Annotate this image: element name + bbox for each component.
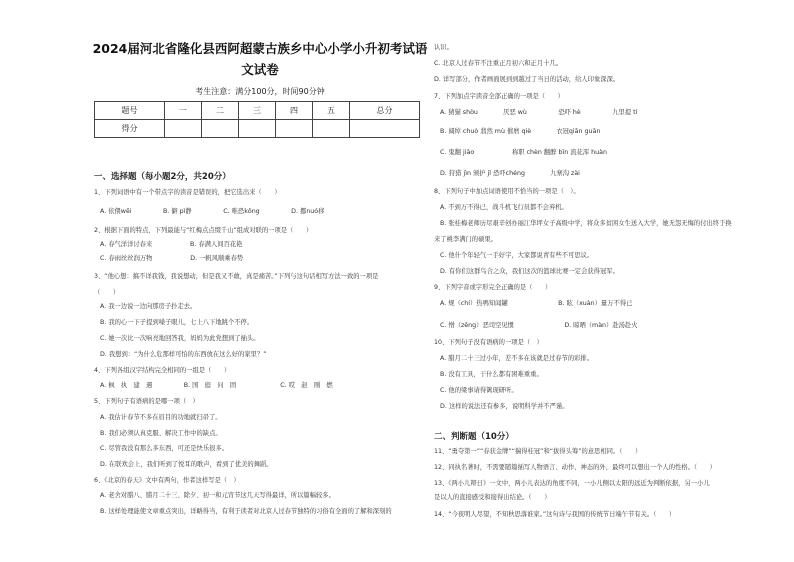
option-line: A. 规（chí）热鸭知闻罐 B. 眩（xuàn）量万不得已 [440,300,633,307]
option-line: C. 憎（zēng）恶司空见惯 D. 晾晒（màn）赴汤赴火 [440,322,638,329]
score-cell-header: 二 [201,102,238,120]
option-line: A. 春气洋洋讨春来 B. 春满人间百花艳 [100,241,243,248]
option-line: A. 腊月二十三过小年，差不多在该就是过春节的彩排。 [440,355,594,362]
option-line: C. 他的梁事请得篱现研听。 [440,387,518,394]
score-cell-header: 一 [164,102,201,120]
option-line: D. 狩猎 jìn 颁护 jǐ 恐吓chéng 九寨沟 zài [440,170,580,177]
title-line-1: 2024届河北省隆化县西阿超蒙古族乡中心小学小升初考试语 [92,41,428,56]
score-cell-header: 总分 [350,102,420,120]
judge-line: 12、同执名著时，不需要随篇插写人物语言、动作、神态的外，最终可以想出一个人的性格。（ ） [434,464,716,471]
question-line: （ ） [94,289,120,296]
option-line: B. 张桂梅老师历尽艰辛创办丽江华坪女子高级中学，将众多贫困女生送入大学，她无怨无悔的付出终于换 [440,220,732,227]
option-line: C. 他什个年轻气一手好字，大家都说青有些不可思议。 [440,252,594,259]
option-line: A. 我估计春节不多在眉目的功地就扫帚了。 [100,414,222,421]
option-line: D. 这样的说法还有参多，说明科学并不严谨。 [440,403,569,410]
score-cell-blank[interactable] [201,120,238,138]
option-line: D. 在联欢会上，我们听到了悦耳的歌声，看到了优美的舞蹈。 [100,461,273,468]
score-cell-blank[interactable] [275,120,312,138]
question-line: 10、下列句子没有语病的一项是（ ） [434,339,543,346]
score-cell-header: 五 [312,102,349,120]
option-line: B. 阔绰 chuò 翡然 mù 催磨 qiè 衣冠qiān guān [440,128,601,135]
score-cell-blank[interactable] [164,120,201,138]
question-line: 认识。 [434,44,453,51]
option-line: D. 有你们这群鸟合之众，我们这次的篮球比赛一定会获得冠军。 [440,268,619,275]
title-line-2: 文试卷 [241,62,279,77]
score-cell-blank[interactable] [238,120,275,138]
option-line: B. 没有工具，干什么都有困难重重。 [440,371,543,378]
score-cell-header: 三 [238,102,275,120]
option-line: C. 她一次比一次响亮地回答我，妈妈为此党想到了插头。 [100,335,260,342]
question-line: 3、“他心想：搞不详我钱，我说想动，但是我又不敢，真是痛苦。”下列与这句话相写方法一致的一项是 [94,273,379,280]
section-choice-heading: 一、选择题（每小题2分，共20分） [94,172,231,182]
option-line: A. 猜猫 shòu 厌恶 wù 恐吓 hè 九里提 tí [440,109,638,116]
judge-line: 14、“今夜明人尽望，不知秋思落谁家。”这句诗与我国的传统节日端午节有关。（ ） [434,511,676,518]
option-line: A. 我一边说一边向那房子扑走去。 [100,303,197,310]
option-line: A. 依偎wēi B. 僻 pì静 C. 唯恐kǒng D. 挪nuó移 [100,208,325,215]
option-line: D. 详写部分，作者画面展到到越过了当日的活动，给人印象深深。 [434,76,620,83]
exam-title [90,38,430,80]
score-cell-header: 题号 [95,102,165,120]
option-line: D. 我想到：“为什么危那样可怕的东西放在这么好的家里？” [100,351,267,358]
section-judge-heading: 二、判断题（10分） [434,432,514,442]
option-line: C. 尽管我没有那么多东西，可还是快乐很多。 [100,445,229,452]
question-line: 1、下列词语中有一个带点字的读音是错误的，把它选出来（ ） [94,189,281,196]
option-line: A. 不到万不得已，战斗机飞行员都不会弃机。 [440,204,568,211]
judge-line: 13、《两小儿辩日》一文中，两小儿表达的角度不同，一小儿侧以太阳的远近为判断依据，另一小儿 [434,480,710,487]
judge-line: 11、“勇夺第一”“春获金牌”“揣得桂冠”和“拔得头筹”的意思相同。（ ） [434,448,642,455]
question-line: 6、《北京的春天》文中有两句，作者这样写是（ ） [94,477,240,484]
score-cell-blank[interactable] [350,120,420,138]
score-cell-blank[interactable] [312,120,349,138]
score-row-label: 得分 [95,120,165,138]
question-line: 5、下列句子有语病的是哪一项（ ） [94,398,199,405]
option-line: B. 我的心一下子提到嗓子眼儿，七上八下地跳个不停。 [100,319,254,326]
question-line: 8、下列句子中加点词语使用不恰当的一项是（ ）。 [434,188,580,195]
score-table [94,101,420,138]
option-line: B. 我们必须认真克服、解决工作中的缺点。 [100,430,222,437]
score-table-score-row [95,120,420,138]
option-line: 来了桃李满门的硕果。 [434,236,497,243]
question-line: 2、根据下面的特点，下列最能与“红梅点点缀千山”组成对联的一项是（ ） [94,227,313,234]
score-cell-header: 四 [275,102,312,120]
option-line: C. 鬼翻 jiāo 称职 chèn 翻醉 bīn 流花浑 huàn [440,149,607,156]
question-line: 4、下列各组汉字结构完全相同的一组是（ ） [94,367,231,374]
score-table-header-row [95,102,420,120]
question-line: 9、下列字音或字形完全正确的是（ ） [434,284,552,291]
option-line: A. 枫 执 建 遇 B. 国 庭 问 固 C. 哎 赵 刚 燃 [100,382,333,389]
option-line: A. 老舍对腊八、腊月二十三、除夕、初一和元宵节这几天写得最详，所以篇幅较多。 [100,492,335,499]
option-line: C. 春雨丝丝润万物 D. 一帆风顺乘春势 [100,255,244,262]
option-line: C. 北京人过春节不注重正月初六和正月十几。 [434,60,563,67]
judge-line: 是以人的直接感受和接得出结论。（ ） [434,494,551,501]
option-line: B. 这样处理能使文章重点突出，详略得当，有利于读者对北京人过春节独特的习俗有全面的了解和深刻的 [100,508,392,515]
question-line: 7、下列加点字读音全部正确的一项是（ ） [434,93,564,100]
exam-notice: 考生注意：满分100分，时间90分钟 [195,87,325,96]
